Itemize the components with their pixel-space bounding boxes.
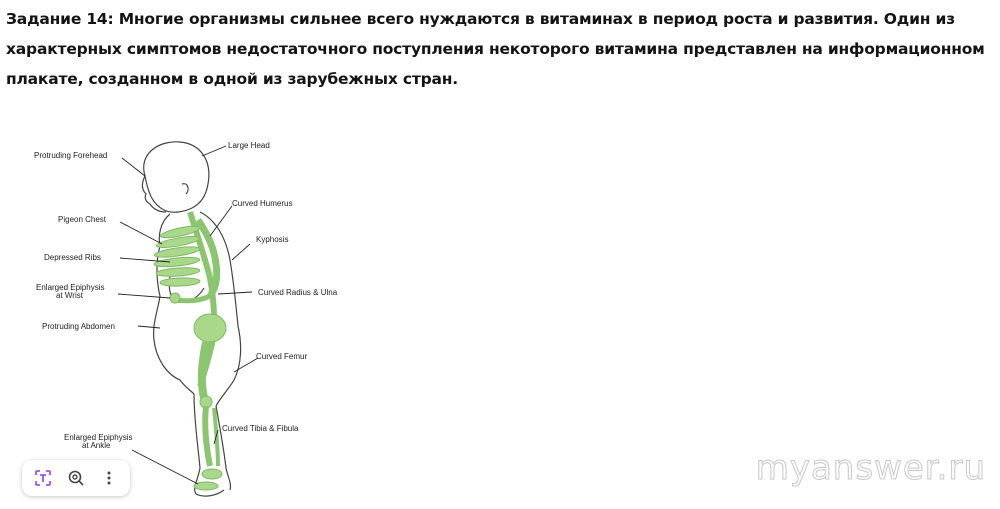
label-protruding-abdomen: Protruding Abdomen — [42, 322, 115, 331]
label-curved-humerus: Curved Humerus — [232, 199, 293, 208]
more-options-button[interactable] — [95, 464, 123, 492]
label-depressed-ribs: Depressed Ribs — [44, 253, 101, 262]
label-protruding-forehead: Protruding Forehead — [34, 151, 108, 160]
lens-search-button[interactable] — [62, 464, 90, 492]
label-curved-tibia-fibula: Curved Tibia & Fibula — [222, 424, 299, 433]
skeleton — [154, 212, 226, 490]
text-scan-button[interactable] — [29, 464, 57, 492]
label-enlarged-epiphysis-wrist-line1: Enlarged Epiphysis — [36, 283, 105, 292]
watermark: myanswer.ru — [755, 448, 986, 488]
child-figure — [142, 142, 240, 496]
label-enlarged-epiphysis-wrist-line2: at Wrist — [56, 291, 83, 300]
label-pigeon-chest: Pigeon Chest — [58, 215, 107, 224]
label-kyphosis: Kyphosis — [256, 235, 289, 244]
text-scan-icon — [34, 469, 52, 487]
more-vertical-icon — [100, 469, 118, 487]
label-large-head: Large Head — [228, 141, 270, 150]
label-enlarged-epiphysis-ankle-line1: Enlarged Epiphysis — [64, 433, 133, 442]
image-toolbar — [22, 460, 130, 496]
question-text: Задание 14: Многие организмы сильнее всего нуждаются в витаминах в период роста и развития. Один из характерных симптомов недостаточного поступления некоторого витамина представлен на информационном плакате, созданном в одной из зарубежных стран. — [6, 10, 985, 88]
label-enlarged-epiphysis-ankle-line2: at Ankle — [82, 441, 111, 450]
label-curved-radius-ulna: Curved Radius & Ulna — [258, 288, 338, 297]
rickets-illustration — [20, 128, 365, 503]
label-curved-femur: Curved Femur — [256, 352, 308, 361]
lens-search-icon — [67, 469, 85, 487]
